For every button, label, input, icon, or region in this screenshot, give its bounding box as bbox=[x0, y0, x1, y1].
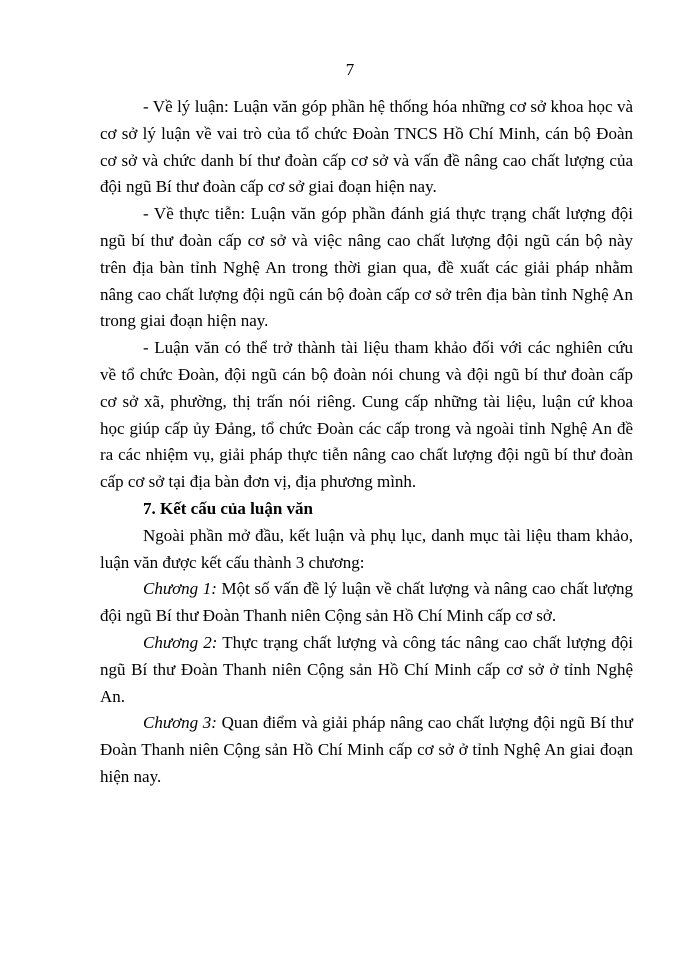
chapter-3 bbox=[100, 710, 633, 790]
page-number: 7 bbox=[345, 60, 355, 79]
paragraph-reference: - Luận văn có thể trở thành tài liệu tham khảo đối với các nghiên cứu về tổ chức Đoàn, đội ngũ cán bộ đoàn nói chung và đội ngũ bí thư đoàn cấp cơ sở xã, phường, thị trấn nói riêng. Cung cấp những tài liệu, luận cứ khoa học giúp cấp ủy Đảng, tổ chức Đoàn các cấp trong và ngoài tỉnh Nghệ An đề ra các nhiệm vụ, giải pháp thực tiễn nâng cao chất lượng đội ngũ bí thư đoàn cấp cơ sở tại địa bàn đơn vị, địa phương mình. bbox=[100, 338, 633, 492]
chapter-2-text: Thực trạng chất lượng và công tác nâng cao chất lượng đội ngũ Bí thư Đoàn Thanh niên Cộng sản Hồ Chí Minh cấp cơ sở ở tỉnh Nghệ An. bbox=[100, 632, 633, 706]
chapter-2 bbox=[100, 630, 633, 710]
chapter-2-label: Chương 2: bbox=[143, 632, 218, 652]
paragraph-theory: - Về lý luận: Luận văn góp phần hệ thống hóa những cơ sở khoa học và cơ sở lý luận về vai trò của tổ chức Đoàn TNCS Hồ Chí Minh, cán bộ Đoàn cơ sở và chức danh bí thư đoàn cấp cơ sở và vấn đề nâng cao chất lượng của đội ngũ Bí thư đoàn cấp cơ sở giai đoạn hiện nay. bbox=[100, 97, 633, 197]
chapter-1-text: Một số vấn đề lý luận về chất lượng và nâng cao chất lượng đội ngũ Bí thư Đoàn Thanh niên Cộng sản Hồ Chí Minh cấp cơ sở. bbox=[100, 579, 633, 626]
paragraph-practice: - Về thực tiễn: Luận văn góp phần đánh giá thực trạng chất lượng đội ngũ bí thư đoàn cấp cơ sở và việc nâng cao chất lượng đội ngũ cán bộ này trên địa bàn tỉnh Nghệ An trong thời gian qua, đề xuất các giải pháp nhằm nâng cao chất lượng đội ngũ cán bộ đoàn cấp cơ sở trên địa bàn tỉnh Nghệ An trong giai đoạn hiện nay. bbox=[100, 204, 633, 331]
section-heading: 7. Kết cấu của luận văn bbox=[143, 498, 314, 518]
chapter-1-label: Chương 1: bbox=[143, 579, 217, 599]
document-body bbox=[100, 94, 633, 791]
chapter-3-text: Quan điểm và giải pháp nâng cao chất lượng đội ngũ Bí thư Đoàn Thanh niên Cộng sản Hồ Chí Minh cấp cơ sở ở tỉnh Nghệ An giai đoạn hiện nay. bbox=[100, 713, 633, 786]
paragraph-structure-intro: Ngoài phần mở đầu, kết luận và phụ lục, danh mục tài liệu tham khảo, luận văn được kết cấu thành 3 chương: bbox=[100, 525, 633, 572]
chapter-1 bbox=[100, 576, 633, 630]
chapter-3-label: Chương 3: bbox=[143, 713, 217, 733]
